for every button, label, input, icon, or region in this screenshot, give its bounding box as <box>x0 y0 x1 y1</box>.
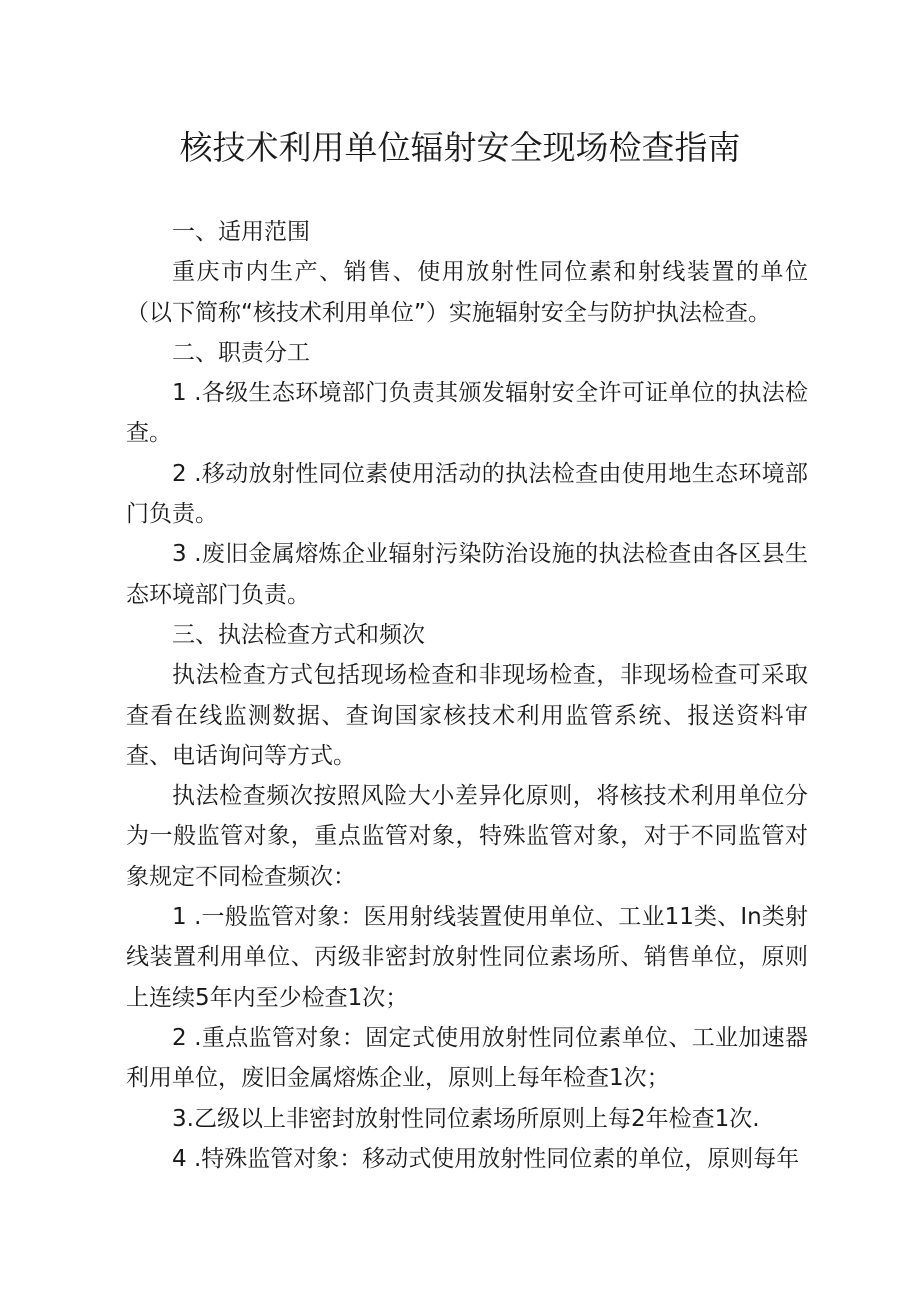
list-item-duty-1: 1 .各级生态环境部门负责其颁发辐射安全许可证单位的执法检查。 <box>126 380 808 447</box>
document-title: 核技术利用单位辐射安全现场检查指南 <box>179 128 741 167</box>
section-heading-methods: 三、执法检查方式和频次 <box>172 621 425 648</box>
list-item-frequency-2: 2 .重点监管对象：固定式使用放射性同位素单位、工业加速器利用单位，废旧金属熔炼企业，原则上每年检查1次； <box>126 1024 808 1092</box>
document-body <box>126 212 808 1179</box>
paragraph-scope: 重庆市内生产、销售、使用放射性同位素和射线装置的单位（以下简称“核技术利用单位”）实施辐射安全与防护执法检查。 <box>126 259 808 326</box>
section-heading-duties: 二、职责分工 <box>172 339 310 366</box>
paragraph-methods: 执法检查方式包括现场检查和非现场检查，非现场检查可采取查看在线监测数据、查询国家核技术利用监管系统、报送资料审查、电话询问等方式。 <box>126 662 808 769</box>
list-item-frequency-4: 4 .特殊监管对象：移动式使用放射性同位素的单位，原则每年 <box>172 1145 800 1172</box>
list-item-duty-2: 2 .移动放射性同位素使用活动的执法检查由使用地生态环境部门负责。 <box>126 460 808 528</box>
section-heading-scope: 一、适用范围 <box>172 219 310 245</box>
list-item-frequency-1: 1 .一般监管对象：医用射线装置使用单位、工业11类、In类射线装置利用单位、丙级非密封放射性同位素场所、销售单位，原则上连续5年内至少检查1次； <box>126 904 808 1011</box>
list-item-duty-3: 3 .废旧金属熔炼企业辐射污染防治设施的执法检查由各区县生态环境部门负责。 <box>126 541 808 608</box>
paragraph-frequency: 执法检查频次按照风险大小差异化原则，将核技术利用单位分为一般监管对象，重点监管对象，特殊监管对象，对于不同监管对象规定不同检查频次： <box>126 783 808 890</box>
list-item-frequency-3: 3.乙级以上非密封放射性同位素场所原则上每2年检查1次. <box>172 1105 760 1132</box>
